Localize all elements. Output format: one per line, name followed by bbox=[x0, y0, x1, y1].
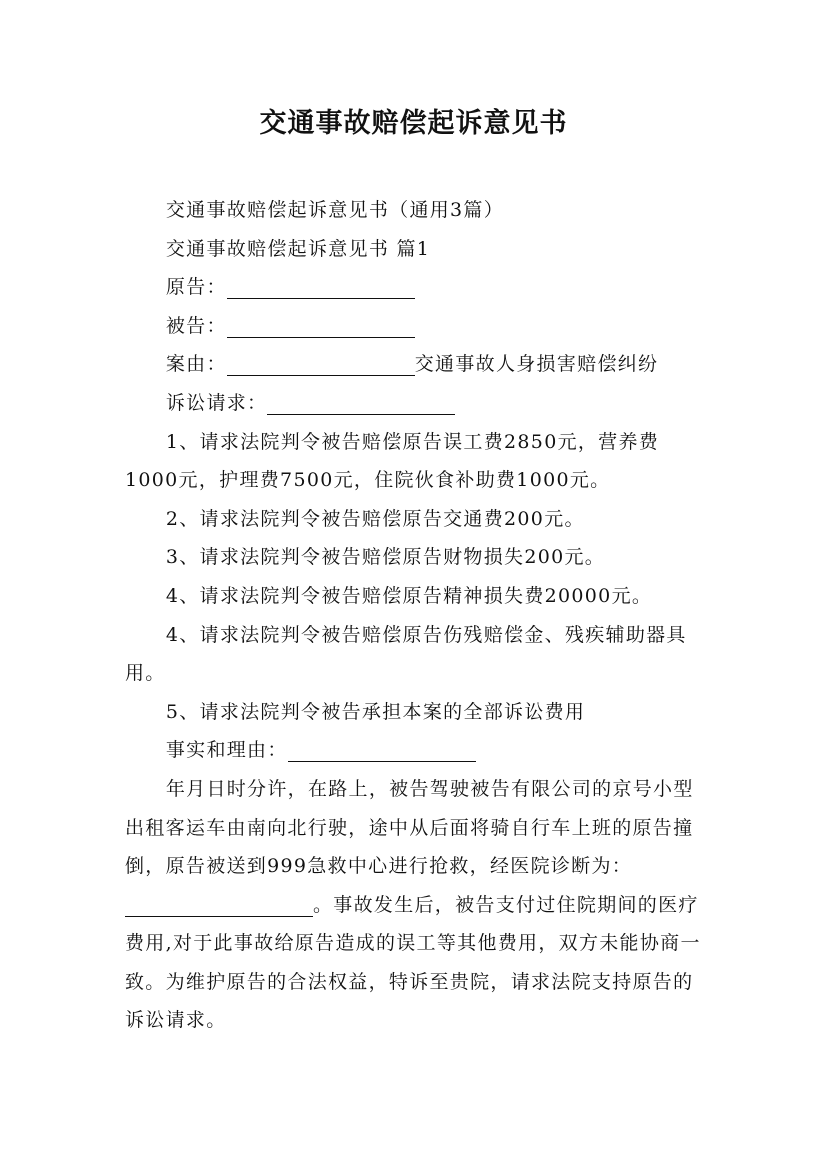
section-heading: 交通事故赔偿起诉意见书 篇1 bbox=[165, 237, 431, 260]
defendant-label: 被告： bbox=[165, 314, 227, 337]
document-title: 交通事故赔偿起诉意见书 bbox=[259, 108, 568, 139]
cause-blank bbox=[227, 351, 415, 376]
claim-item: 3、请求法院判令被告赔偿原告财物损失200元。 bbox=[165, 546, 606, 569]
facts-text-part1: 年月日时分许，在路上，被告驾驶被告有限公司的京号小型出租客运车由南向北行驶，途中从后面将骑自行车上班的原告撞倒，原告被送到999急救中心进行抢救，经医院诊断为： bbox=[125, 777, 694, 878]
defendant-blank bbox=[227, 313, 415, 338]
document-body bbox=[125, 191, 705, 1040]
claim-item: 2、请求法院判令被告赔偿原告交通费200元。 bbox=[165, 507, 585, 530]
cause-label: 案由： bbox=[165, 353, 227, 376]
facts-text-part2: 。事故发生后，被告支付过住院期间的医疗费用,对于此事故给原告造成的误工等其他费用，双方未能协商一致。为维护原告的合法权益，特诉至贵院，请求法院支持原告的诉讼请求。 bbox=[125, 893, 701, 1032]
claims-blank bbox=[267, 390, 455, 415]
subtitle: 交通事故赔偿起诉意见书（通用3篇） bbox=[165, 199, 505, 221]
cause-suffix: 交通事故人身损害赔偿纠纷 bbox=[414, 353, 659, 376]
diagnosis-blank bbox=[125, 892, 313, 917]
facts-label: 事实和理由： bbox=[165, 739, 288, 762]
claims-line bbox=[125, 384, 705, 423]
claims-label: 诉讼请求： bbox=[165, 391, 268, 414]
plaintiff-line bbox=[125, 268, 705, 307]
plaintiff-label: 原告： bbox=[165, 276, 227, 299]
plaintiff-blank bbox=[227, 274, 415, 299]
claim-item: 5、请求法院判令被告承担本案的全部诉讼费用 bbox=[165, 700, 586, 723]
claim-item: 1、请求法院判令被告赔偿原告误工费2850元，营养费1000元，护理费7500元，住院伙食补助费1000元。 bbox=[125, 430, 660, 492]
defendant-line bbox=[125, 307, 705, 346]
cause-line bbox=[125, 345, 705, 384]
facts-blank bbox=[288, 737, 476, 762]
facts-line bbox=[125, 731, 705, 770]
claim-item: 4、请求法院判令被告赔偿原告精神损失费20000元。 bbox=[165, 584, 653, 607]
facts-paragraph bbox=[125, 770, 705, 1040]
claim-item: 4、请求法院判令被告赔偿原告伤残赔偿金、残疾辅助器具用。 bbox=[125, 623, 687, 685]
